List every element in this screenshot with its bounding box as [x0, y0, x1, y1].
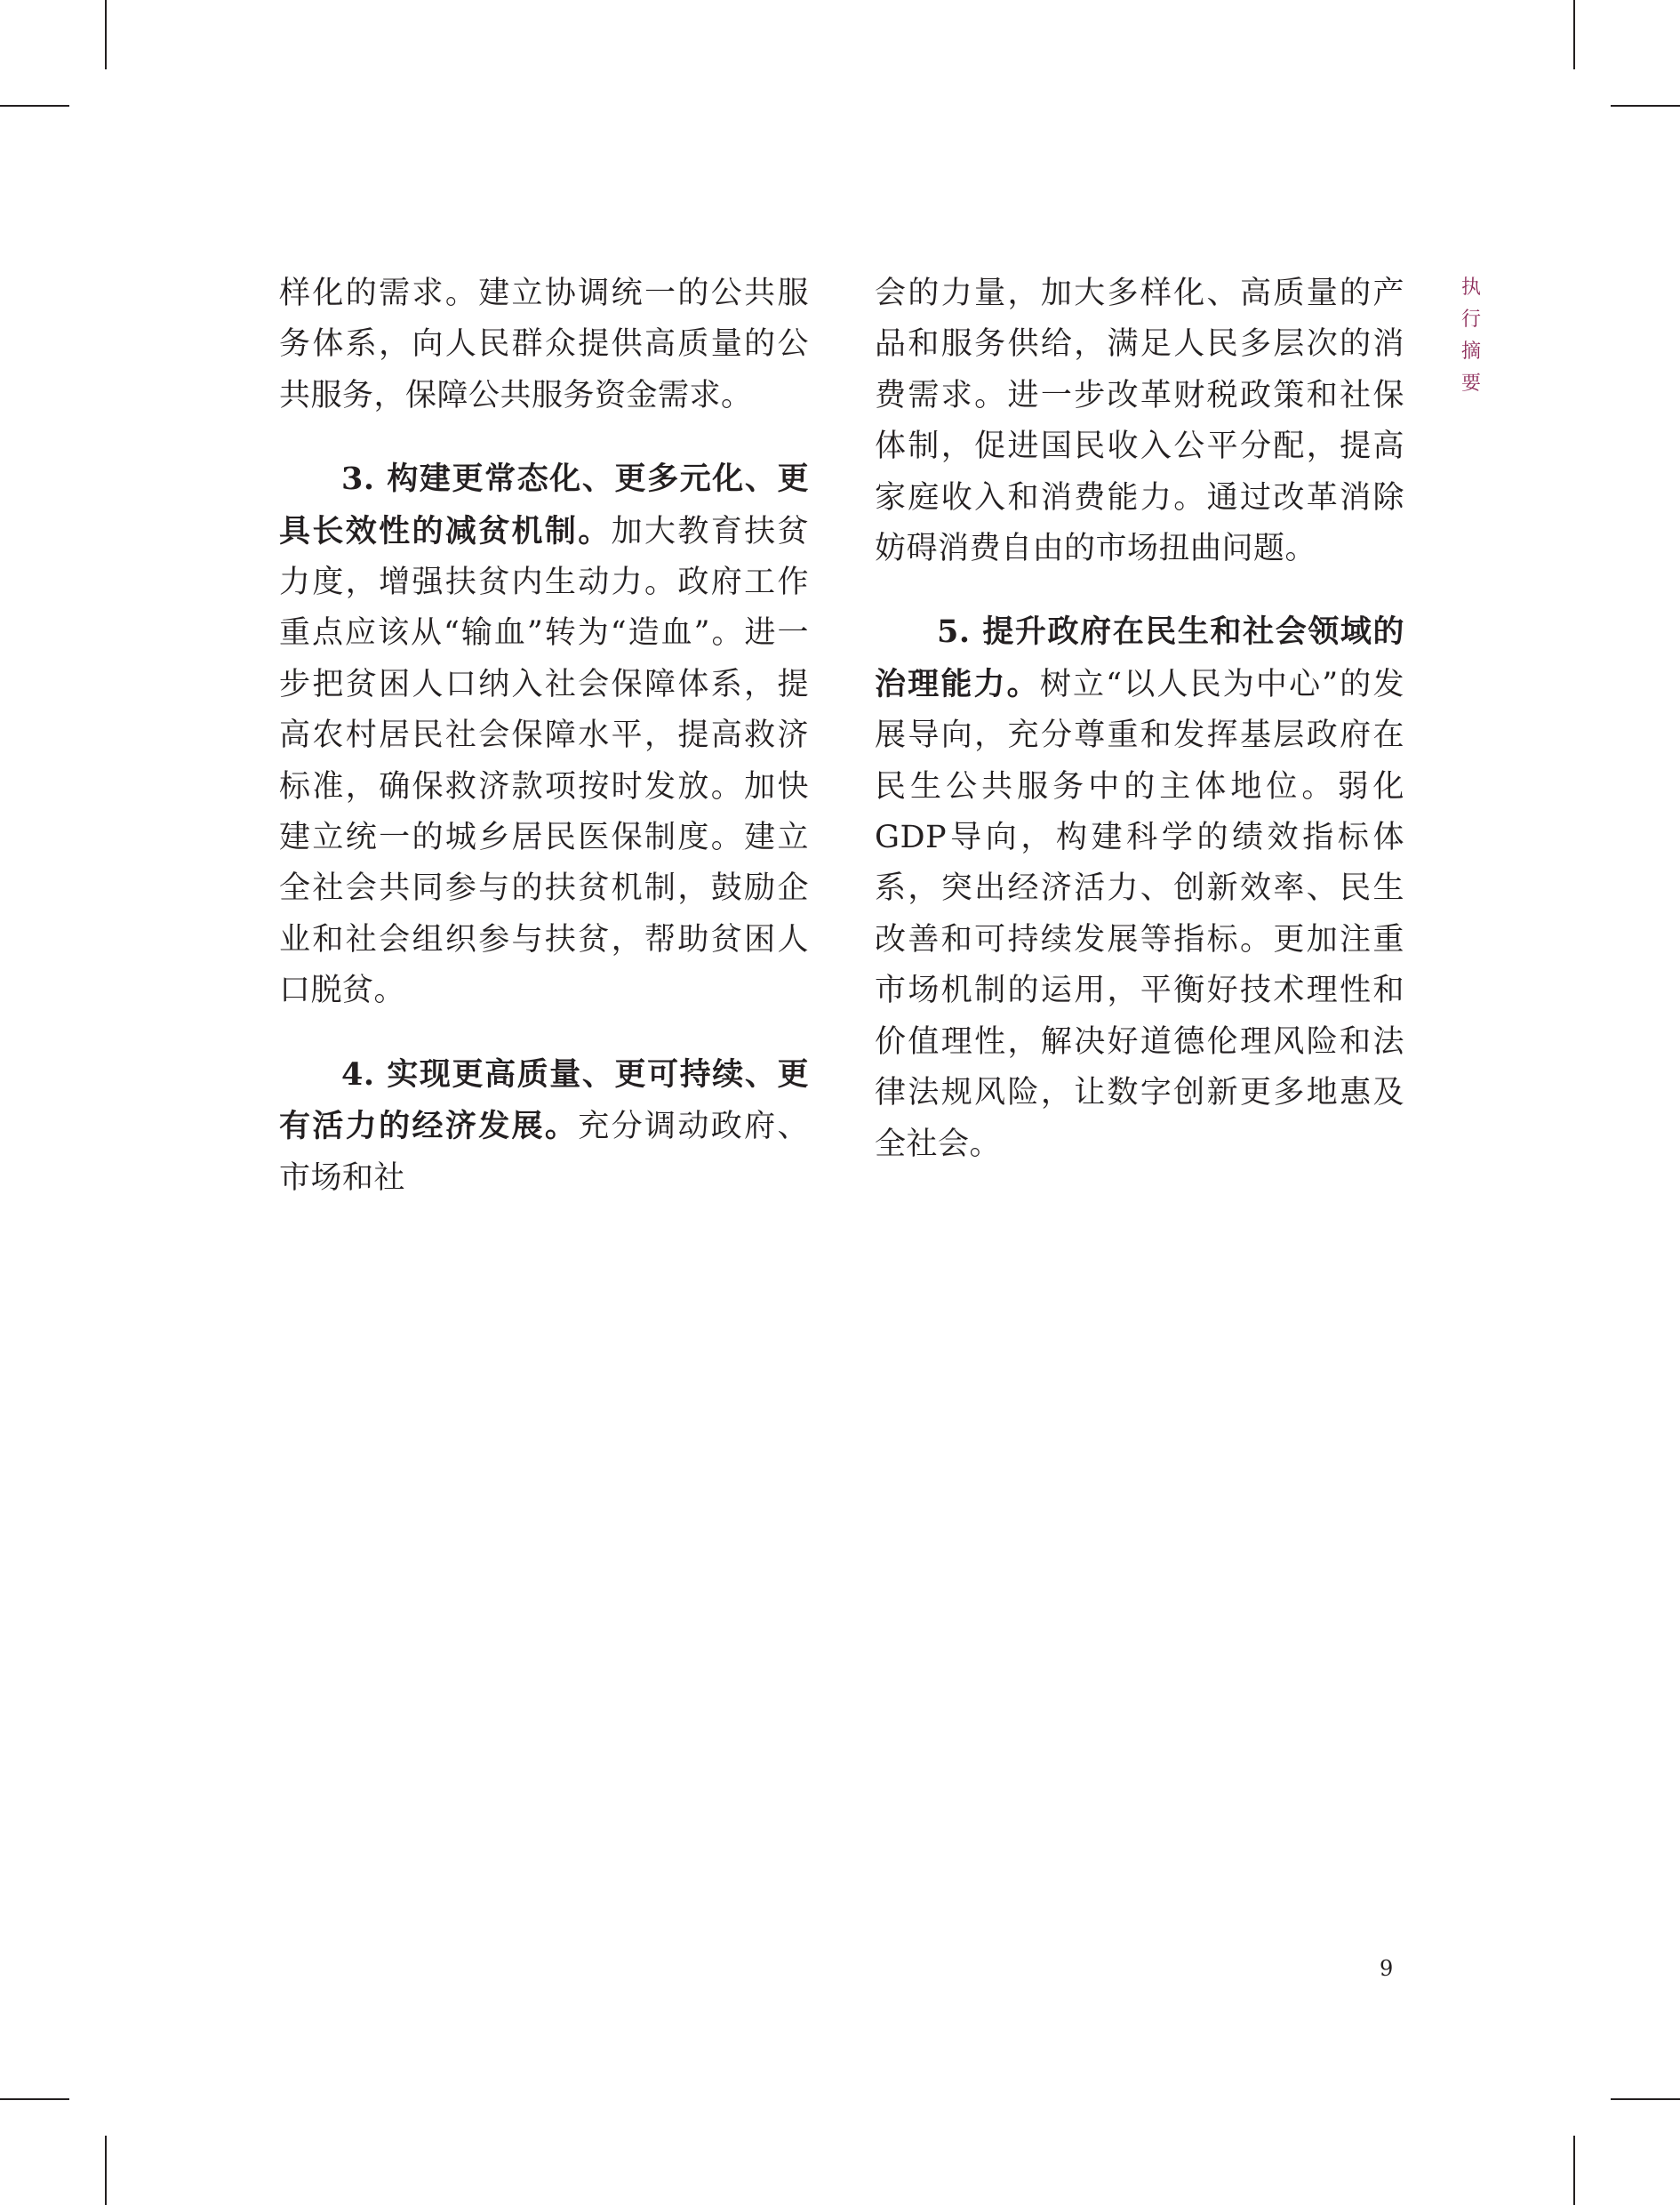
- paragraph: [875, 606, 1404, 1169]
- left-column: [279, 269, 809, 1236]
- section-tab-char: 执: [1460, 277, 1481, 299]
- paragraph-body: 充分调动政府、市场和社: [279, 1109, 809, 1196]
- crop-mark: [1611, 2098, 1680, 2100]
- paragraph-heading: 4. 实现更高质量、更可持续、更有活力的经济发展。: [279, 1055, 809, 1145]
- paragraph-heading: 3. 构建更常态化、更多元化、更具长效性的减贫机制。: [279, 461, 809, 549]
- paragraph-body: 加大教育扶贫力度，增强扶贫内生动力。政府工作重点应该从“输血”转为“造血”。进一步把贫困人口纳入社会保障体系，提高农村居民社会保障水平，提高救济标准，确保救济款项按时发放。加快建立统一的城乡居民医保制度。建立全社会共同参与的扶贫机制，鼓励企业和社会组织参与扶贫，帮助贫困人口脱贫。: [279, 513, 809, 1009]
- crop-mark: [1573, 0, 1575, 69]
- paragraph-heading: 5. 提升政府在民生和社会领域的治理能力。: [875, 613, 1404, 702]
- paragraph: [279, 453, 809, 1016]
- crop-mark: [105, 0, 107, 69]
- crop-mark: [1611, 105, 1680, 107]
- right-column: [875, 269, 1404, 1202]
- paragraph: [279, 1049, 809, 1204]
- section-tab-char: 行: [1460, 309, 1481, 331]
- crop-mark: [1573, 2136, 1575, 2205]
- crop-mark: [0, 2098, 69, 2100]
- crop-mark: [105, 2136, 107, 2205]
- section-tab: [1458, 272, 1484, 400]
- paragraph: 样化的需求。建立协调统一的公共服务体系，向人民群众提供高质量的公共服务，保障公共服务资金需求。: [279, 276, 809, 413]
- paragraph: 会的力量，加大多样化、高质量的产品和服务供给，满足人民多层次的消费需求。进一步改革财税政策和社保体制，促进国民收入公平分配，提高家庭收入和消费能力。通过改革消除妨碍消费自由的市场扭曲问题。: [875, 276, 1404, 567]
- crop-mark: [0, 105, 69, 107]
- page-number: 9: [1380, 1956, 1394, 1981]
- paragraph-body: 树立“以人民为中心”的发展导向，充分尊重和发挥基层政府在民生公共服务中的主体地位。弱化GDP导向，构建科学的绩效指标体系，突出经济活力、创新效率、民生改善和可持续发展等指标。更加注重市场机制的运用，平衡好技术理性和价值理性，解决好道德伦理风险和法律法规风险，让数字创新更多地惠及全社会。: [875, 666, 1404, 1162]
- section-tab-char: 摘: [1460, 341, 1481, 363]
- section-tab-char: 要: [1460, 373, 1481, 395]
